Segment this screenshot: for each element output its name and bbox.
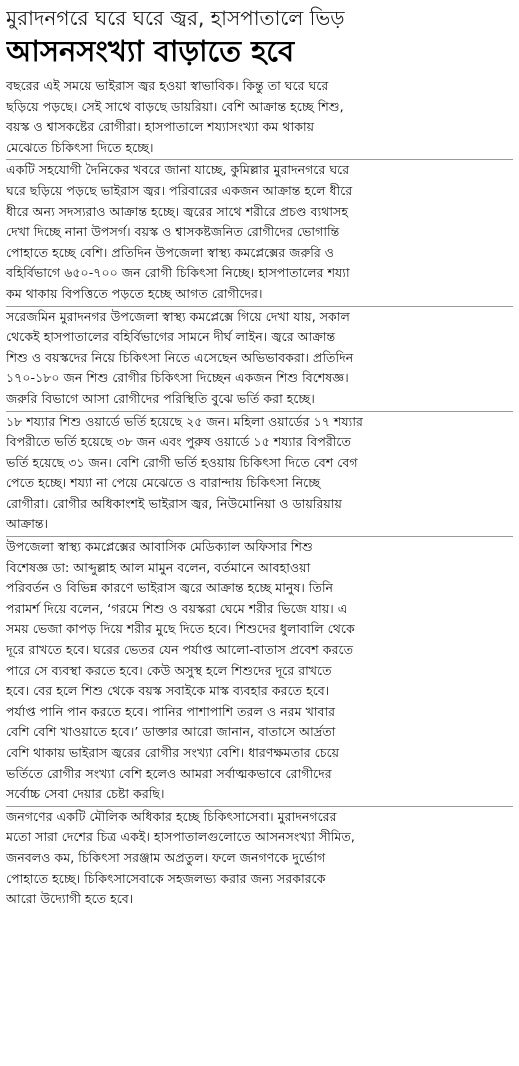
- paragraph-line: আক্রান্ত।: [6, 516, 49, 532]
- paragraph-line: দেখা দিচ্ছে নানা উপসর্গ। বয়স্ক ও শ্বাসকষ্টজনিত রোগীদের ভোগান্তি: [6, 224, 340, 240]
- paragraph-line: একটি সহযোগী দৈনিকের খবরে জানা যাচ্ছে, কুমিল্লার মুরাদনগরে ঘরে: [6, 162, 350, 178]
- paragraph: [6, 412, 513, 538]
- paragraph: [6, 76, 513, 160]
- paragraph-line: ১৭০-১৮০ জন শিশু রোগীর চিকিৎসা দিচ্ছেন একজন শিশু বিশেষজ্ঞ।: [6, 370, 349, 386]
- paragraph-line: সরেজমিন মুরাদনগর উপজেলা স্বাস্থ্য কমপ্লেক্সে গিয়ে দেখা যায়, সকাল: [6, 308, 350, 324]
- article-body: [6, 76, 513, 911]
- kicker-headline: মুরাদনগরে ঘরে ঘরে জ্বর, হাসপাতালে ভিড়: [6, 6, 345, 30]
- paragraph-line: বেশি বেশি খাওয়াতে হবে।’ ডাক্তার আরো জানান, বাতাসে আর্দ্রতা: [6, 724, 336, 740]
- paragraph-line: রোগীরা। রোগীর অধিকাংশই ভাইরাস জ্বর, নিউমোনিয়া ও ডায়রিয়ায়: [6, 495, 342, 511]
- paragraph-line: মেঝেতে চিকিৎসা দিতে হচ্ছে।: [6, 139, 154, 155]
- main-headline: আসনসংখ্যা বাড়াতে হবে: [6, 34, 295, 68]
- paragraph: [6, 307, 513, 412]
- paragraph-line: শিশু ও বয়স্কদের নিয়ে চিকিৎসা নিতে এসেছেন অভিভাবকরা। প্রতিদিন: [6, 349, 354, 365]
- paragraph-line: বহির্বিভাগে ৬৫০-৭০০ জন রোগী চিকিৎসা নিচ্ছে। হাসপাতালের শয্যা: [6, 265, 350, 281]
- paragraph: [6, 537, 513, 807]
- paragraph-line: বয়স্ক ও শ্বাসকষ্টের রোগীরা। হাসপাতালে শয্যাসংখ্যা কম থাকায়: [6, 119, 315, 135]
- paragraph-line: কম থাকায় বিপত্তিতে পড়তে হচ্ছে আগত রোগীদের।: [6, 285, 263, 301]
- paragraph-line: বিশেষজ্ঞ ডা: আব্দুল্লাহ আল মামুন বলেন, বর্তমানে আবহাওয়া: [6, 559, 311, 575]
- paragraph-line: পরিবর্তন ও বিভিন্ন কারণে ভাইরাস জ্বরে আক্রান্ত হচ্ছে মানুষ। তিনি: [6, 580, 334, 596]
- paragraph-line: পেতে হচ্ছে। শয্যা না পেয়ে মেঝেতে ও বারান্দায় চিকিৎসা নিচ্ছে: [6, 475, 321, 491]
- paragraph-line: দূরে রাখতে হবে। ঘরের ভেতর যেন পর্যাপ্ত আলো-বাতাস প্রবেশ করতে: [6, 642, 354, 658]
- paragraph-line: পারে সে ব্যবস্থা করতে হবে। কেউ অসুস্থ হলে শিশুদের দূরে রাখতে: [6, 662, 332, 678]
- paragraph-line: পোহাতে হচ্ছে বেশি। প্রতিদিন উপজেলা স্বাস্থ্য কমপ্লেক্সের জরুরি ও: [6, 244, 335, 260]
- paragraph-line: ছড়িয়ে পড়ছে। সেই সাথে বাড়ছে ডায়রিয়া। বেশি আক্রান্ত হচ্ছে শিশু,: [6, 98, 344, 114]
- paragraph-line: জনগণের একটি মৌলিক অধিকার হচ্ছে চিকিৎসাসেবা। মুরাদনগরের: [6, 808, 337, 824]
- paragraph-line: পোহাতে হচ্ছে। চিকিৎসাসেবাকে সহজলভ্য করার জন্য সরকারকে: [6, 870, 326, 886]
- paragraph-line: আরো উদ্যোগী হতে হবে।: [6, 891, 134, 907]
- paragraph-line: জনবলও কম, চিকিৎসা সরঞ্জাম অপ্রতুল। ফলে জনগণকে দুর্ভোগ: [6, 849, 326, 865]
- paragraph-line: ভর্তি হয়েছে ৩১ জন। বেশি রোগী ভর্তি হওয়ায় চিকিৎসা দিতে বেশ বেগ: [6, 454, 358, 470]
- paragraph-line: পর্যাপ্ত পানি পান করতে হবে। পানির পাশাপাশি তরল ও নরম খাবার: [6, 703, 336, 719]
- paragraph-line: ভর্তিতে রোগীর সংখ্যা বেশি হলেও আমরা সর্বাত্মকভাবে রোগীদের: [6, 765, 332, 781]
- paragraph-line: সময় ভেজা কাপড় দিয়ে শরীর মুছে দিতে হবে। শিশুদের ধুলাবালি থেকে: [6, 621, 355, 637]
- paragraph-line: ঘরে ছড়িয়ে পড়ছে ভাইরাস জ্বর। পরিবারের একজন আক্রান্ত হলে ধীরে: [6, 182, 353, 198]
- paragraph-line: উপজেলা স্বাস্থ্য কমপ্লেক্সের আবাসিক মেডিক্যাল অফিসার শিশু: [6, 539, 313, 555]
- paragraph-line: ১৮ শয্যার শিশু ওয়ার্ডে ভর্তি হয়েছে ২৫ জন। মহিলা ওয়ার্ডের ১৭ শয্যার: [6, 413, 363, 429]
- paragraph-line: বছরের এই সময়ে ভাইরাস জ্বর হওয়া স্বাভাবিক। কিন্তু তা ঘরে ঘরে: [6, 78, 329, 93]
- paragraph-line: হবে। বের হলে শিশু থেকে বয়স্ক সবাইকে মাস্ক ব্যবহার করতে হবে।: [6, 683, 330, 699]
- paragraph-line: মতো সারা দেশের চিত্র একই। হাসপাতালগুলোতে আসনসংখ্যা সীমিত,: [6, 829, 355, 845]
- paragraph-line: ধীরে অন্য সদস্যরাও আক্রান্ত হচ্ছে। জ্বরের সাথে শরীরে প্রচণ্ড ব্যথাসহ: [6, 203, 348, 219]
- paragraph: [6, 807, 513, 911]
- paragraph-line: বেশি থাকায় ভাইরাস জ্বরের রোগীর সংখ্যা বেশি। ধারণক্ষমতার চেয়ে: [6, 745, 340, 760]
- paragraph: [6, 160, 513, 306]
- paragraph-line: পরামর্শ দিয়ে বলেন, ‘গরমে শিশু ও বয়স্করা ঘেমে শরীর ভিজে যায়। এ: [6, 600, 348, 616]
- paragraph-line: থেকেই হাসপাতালের বহির্বিভাগের সামনে দীর্ঘ লাইন। জ্বরে আক্রান্ত: [6, 329, 336, 345]
- paragraph-line: জরুরি বিভাগে আসা রোগীদের পরিস্থিতি বুঝে ভর্তি করা হচ্ছে।: [6, 390, 315, 406]
- paragraph-line: বিপরীতে ভর্তি হয়েছে ৩৮ জন এবং পুরুষ ওয়ার্ডে ১৫ শয্যার বিপরীতে: [6, 434, 351, 450]
- paragraph-line: সর্বোচ্চ সেবা দেয়ার চেষ্টা করছি।: [6, 786, 165, 802]
